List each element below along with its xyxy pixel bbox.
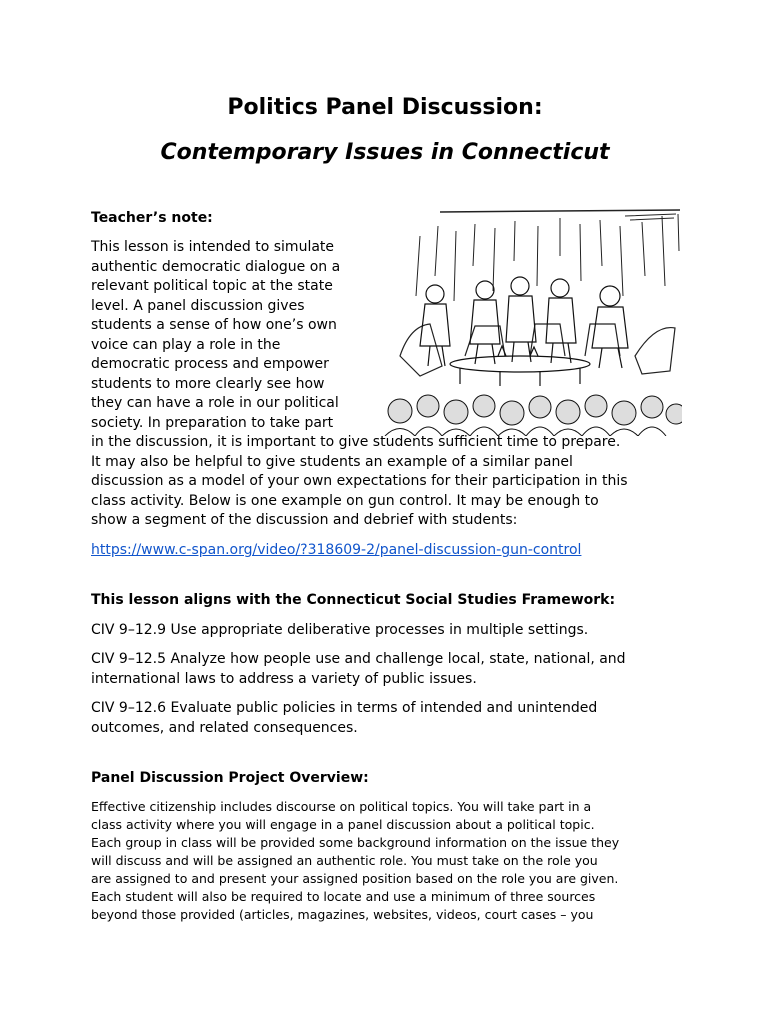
text-line: society. In preparation to take part	[91, 414, 334, 431]
text-line: in the discussion, it is important to give students sufficient time to prepare.	[91, 434, 621, 450]
text-line: Each group in class will be provided some background information on the issue they	[91, 835, 620, 850]
page-title: Politics Panel Discussion:	[227, 95, 543, 120]
text-line: authentic democratic dialogue on a	[91, 258, 341, 275]
framework-heading: This lesson aligns with the Connecticut Social Studies Framework:	[91, 592, 616, 608]
text-line: CIV 9–12.5 Analyze how people use and challenge local, state, national, and	[91, 651, 626, 667]
text-line: This lesson is intended to simulate	[91, 239, 335, 255]
c-span-video-link[interactable]: https://www.c-span.org/video/?318609-2/panel-discussion-gun-control	[91, 542, 582, 558]
framework-standard-civ-9-12-9	[91, 621, 588, 641]
framework-standard-civ-9-12-5	[91, 650, 626, 689]
teacher-note-heading: Teacher’s note:	[91, 210, 213, 226]
page-subtitle: Contemporary Issues in Connecticut	[160, 140, 610, 165]
text-line: they can have a role in our political	[91, 395, 339, 411]
panel-stage	[400, 324, 675, 376]
text-line: beyond those provided (articles, magazines, websites, videos, court cases – you	[91, 907, 594, 922]
text-line: outcomes, and related consequences.	[91, 719, 358, 736]
text-line: It may also be helpful to give students an example of a similar panel	[91, 453, 573, 470]
overview-heading: Panel Discussion Project Overview:	[91, 770, 369, 786]
text-line: CIV 9–12.6 Evaluate public policies in terms of intended and unintended	[91, 700, 598, 716]
text-line: level. A panel discussion gives	[91, 297, 305, 314]
text-line: Effective citizenship includes discourse on political topics. You will take part in a	[91, 799, 592, 814]
text-line: voice can play a role in the	[91, 336, 281, 353]
panelists	[420, 277, 628, 368]
text-line: CIV 9–12.9 Use appropriate deliberative processes in multiple settings.	[91, 622, 589, 638]
text-line: international laws to address a variety of public issues.	[91, 670, 477, 687]
text-line: relevant political topic at the state	[91, 278, 333, 294]
text-line: discussion as a model of your own expectations for their participation in this	[91, 473, 628, 489]
overview-paragraph	[91, 798, 619, 924]
audience	[385, 395, 682, 436]
text-line: show a segment of the discussion and debrief with students:	[91, 512, 518, 528]
text-line: class activity. Below is one example on gun control. It may be enough to	[91, 492, 599, 509]
text-line: students to more clearly see how	[91, 375, 325, 392]
panel-discussion-cartoon-image	[380, 206, 682, 436]
text-line: Each student will also be required to locate and use a minimum of three sources	[91, 889, 596, 904]
text-line: students a sense of how one’s own	[91, 317, 337, 333]
text-line: will discuss and will be assigned an authentic role. You must take on the role you	[91, 853, 598, 868]
text-line: class activity where you will engage in a panel discussion about a political topic.	[91, 817, 595, 832]
text-line: democratic process and empower	[91, 356, 329, 372]
cartoon-background-lines	[416, 210, 680, 301]
framework-standard-civ-9-12-6	[91, 699, 597, 738]
text-line: are assigned to and present your assigned position based on the role you are given.	[91, 871, 619, 886]
